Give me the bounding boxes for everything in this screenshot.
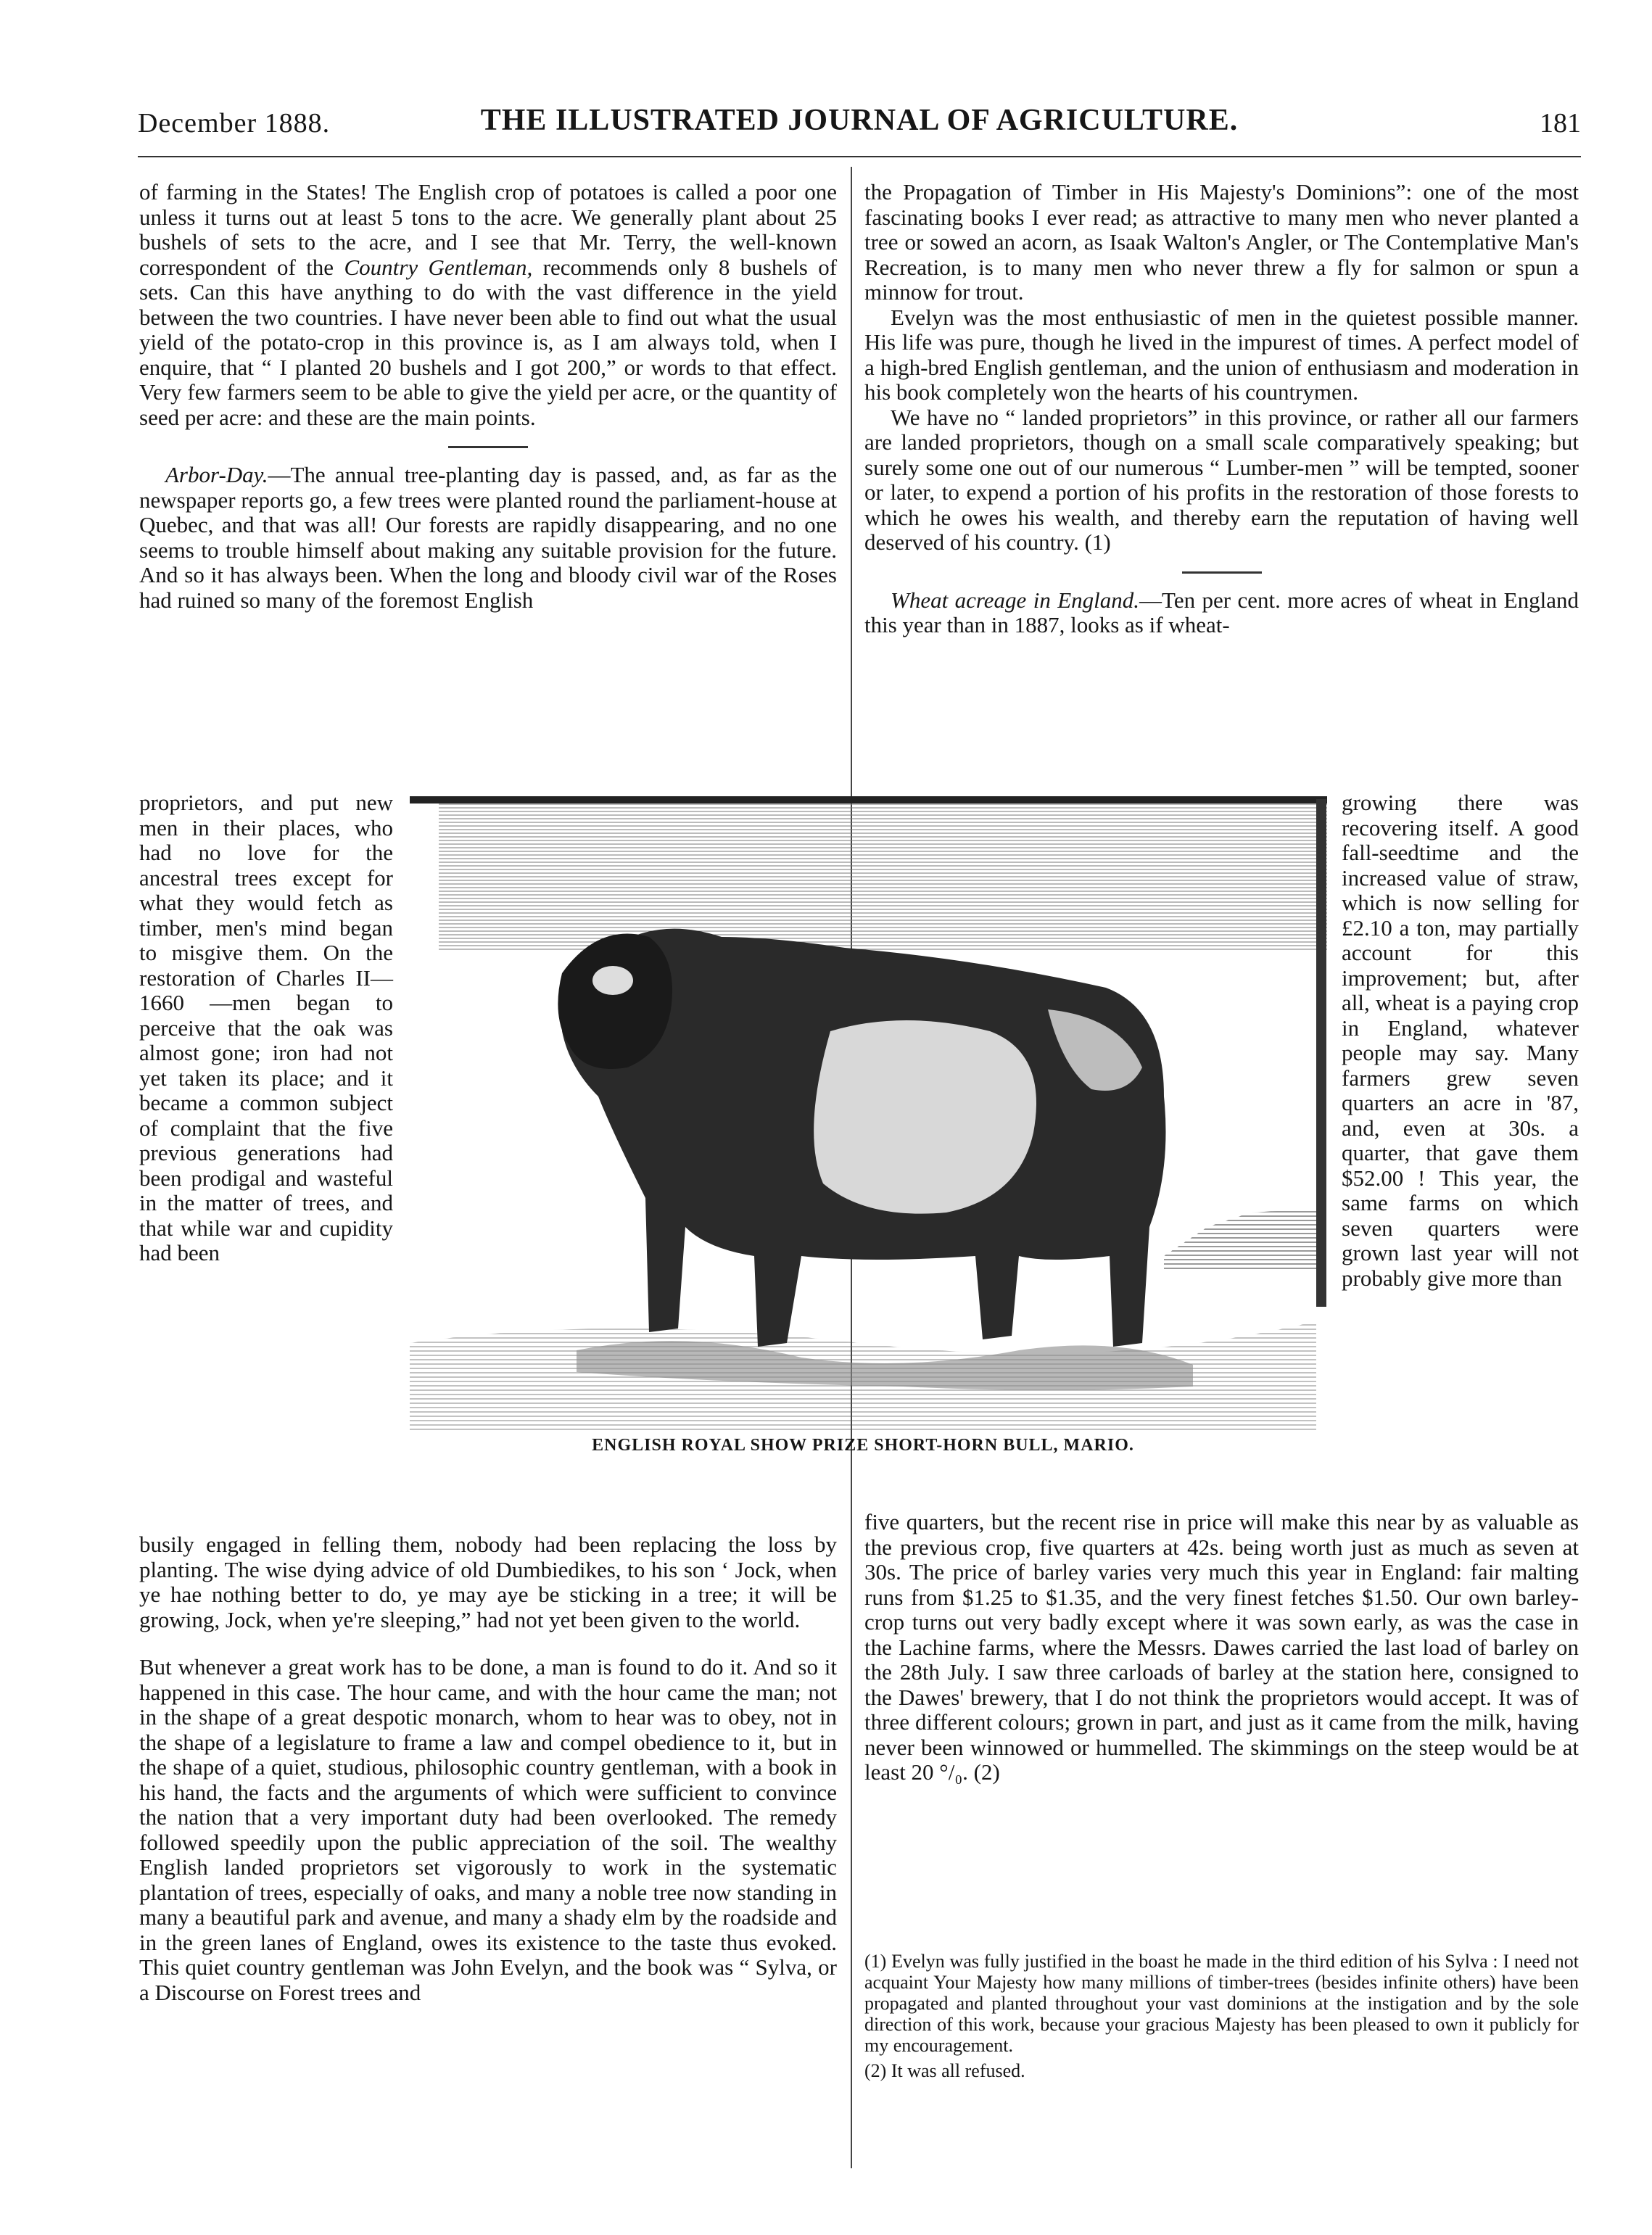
arbor-day-title: Arbor-Day. (165, 462, 268, 487)
left-column-top (139, 180, 837, 613)
header-date: December 1888. (138, 108, 331, 139)
landed-proprietors-paragraph: We have no “ landed proprietors” in this province, or rather all our farmers are landed proprietors, though on a small scale comparatively speaking; but surely some one out of our numerous “ Lumber-men ” will be tempted, sooner or later, to expend a portion of his profits in the restoration of those forests to which he owes his wealth, and thereby earn the reputation of having well deserved of his country. (1) (864, 404, 1579, 555)
wheat-text: —Ten per cent. more acres of wheat in England this year than in 1887, looks as if wheat- (864, 587, 1579, 637)
evelyn-paragraph: Evelyn was the most enthusiastic of men in the quietest possible manner. His life was pure, though he lived in the impurest of times. A perfect model of a high-bred English gentleman, and the union of enthusiasm and moderation in his book completely won the hearts of his countrymen. (864, 304, 1579, 405)
sky-shading (439, 799, 1327, 951)
sylva-paragraph: the Propagation of Timber in His Majesty's Dominions”: one of the most fascinating books I ever read; as attractive to many men who never planted a tree or sowed an acorn, as Isaak Walton's Angler, or The Contemplative Man's Recreation, is to many men who never threw a fly for salmon or spun a minnow for trout. (864, 179, 1579, 305)
footnotes (864, 1951, 1579, 2086)
section-rule (448, 446, 528, 448)
bull-light-patch (814, 1020, 1036, 1214)
figure-caption: ENGLISH ROYAL SHOW PRIZE SHORT-HORN BULL, MARIO. (592, 1436, 1134, 1455)
right-column-top (864, 180, 1579, 638)
dumbiedikes-paragraph: busily engaged in felling them, nobody had been replacing the loss by planting. The wise dying advice of old Dumbiedikes, to his son ‘ Jock, when ye hae nothing better to do, ye may aye be sticking in a tree; it will be growing, Jock, when ye're sleeping,” had not yet been given to the world. (139, 1532, 837, 1632)
right-post (1316, 799, 1326, 1307)
page-number: 181 (1540, 108, 1581, 139)
footnote-1: (1) Evelyn was fully justified in the boast he made in the third edition of his Sylva : I need not acquaint Your Majesty how many millions of timber-trees (besides infinite others) have been propagated and planted throughout your vast dominions at the instigation and by the sole direction of this work, because your gracious Majesty has been pleased to own it publicly for my encouragement. (864, 1951, 1579, 2056)
country-gentleman-title: Country Gentleman, (344, 254, 533, 280)
journal-title: THE ILLUSTRATED JOURNAL OF AGRICULTURE. (480, 104, 1239, 137)
wheat-title: Wheat acreage in England. (891, 587, 1140, 613)
header-rule (138, 156, 1581, 157)
left-column-bottom (139, 1510, 837, 2028)
bull-engraving (395, 792, 1334, 1474)
left-column-beside-figure: proprietors, and put new men in their places, who had no love for the ancestral trees except for what they would fetch as timber, men's mind began to misgive them. On the restoration of Charles II—1660 —men began to perceive that the oak was almost gone; iron had not yet taken its place; and it became a common subject of complaint that the five previous generations had been prodigal and wasteful in the matter of trees, and that while war and cupidity had been (139, 790, 393, 1265)
footnote-2: (2) It was all refused. (864, 2060, 1025, 2081)
hills (1164, 1209, 1316, 1271)
page-header (138, 102, 1581, 152)
wheat-paragraph (864, 588, 1579, 638)
right-column-beside-figure: growing there was recovering itself. A good fall-seedtime and the increased value of straw, which is now selling for £2.10 a ton, may partially account for this improvement; but, after all, wheat is a paying crop in England, whatever people may say. Many farmers grew seven quarters an acre in '87, and, even at 30s. a quarter, that gave them $52.00 ! This year, the same farms on which seven quarters were grown last year will not probably give more than (1342, 790, 1579, 1291)
right-column-bottom: five quarters, but the recent rise in price will make this near by as valuable as the previous crop, five quarters at 42s. being worth just as much as seven at 30s. The price of barley varies very much this year in England: fair malting runs from $1.25 to $1.35, and the very finest fetches $1.50. Our own barley-crop turns out very badly except where it was sown early, as was the case in the Lachine farms, where the Messrs. Dawes carried the last load of barley on the 28th July. I saw three carloads of barley at the station here, consigned to the Dawes' brewery, that I do not think the proprietors would accept. It was of three different colours; grown in part, and just as it came from the milk, having never been winnowed or hummelled. The skimmings on the steep would be at least 20 °/₀. (2) (864, 1509, 1579, 1785)
arbor-day-paragraph (139, 463, 837, 613)
top-border (410, 796, 1327, 803)
section-rule-right (1182, 571, 1262, 574)
bull-illustration (395, 792, 1334, 1430)
potato-text-1: of farming in the States! The English crop of potatoes is called a poor one unless it turns out at least 5 tons to the acre. We generally plant about 25 bushels of sets to the acre, and I see that Mr. Terry, the well-known correspondent of the (139, 179, 837, 280)
arbor-day-text: —The annual tree-planting day is passed, and, as far as the newspaper reports go, a few trees were planted round the parliament-house at Quebec, and that was all! Our forests are rapidly disappearing, and no one seems to trouble himself about making any suitable provision for the future. And so it has always been. When the long and bloody civil war of the Roses had ruined so many of the foremost English (139, 462, 837, 613)
bull-figure (558, 929, 1165, 1347)
potato-paragraph (139, 180, 837, 430)
potato-text-2: recommends only 8 bushels of sets. Can this have anything to do with the vast difference in the yield between the two countries. I have never been able to find out what the usual yield of the potato-crop in this province is, as I am always told, when I enquire, that “ I planted 20 bushels and I got 200,” or words to that effect. Very few farmers seem to be able to give the yield per acre, or the quantity of seed per acre: and these are the main points. (139, 254, 838, 430)
bull-face-mark (592, 966, 633, 995)
evelyn-intro-paragraph: But whenever a great work has to be done, a man is found to do it. And so it happened in this case. The hour came, and with the hour came the man; not in the shape of a great despotic monarch, whom to hear was to obey, not in the shape of a legislature to frame a law and compel obedience to it, but in the shape of a quiet, studious, philosophic country gentleman, with a book in his hand, the facts and the arguments of which were sufficient to convince the nation that a very important duty had been overlooked. The remedy followed speedily upon the public appreciation of the soil. The wealthy English landed proprietors set vigorously to work in the systematic plantation of trees, especially of oaks, and many a noble tree now standing in many a beautiful park and avenue, and many a shady elm by the roadside and in the green lanes of England, owes its existence to the taste thus evoked. This quiet country gentleman was John Evelyn, and the book was “ Sylva, or a Discourse on Forest trees and (139, 1654, 837, 2005)
